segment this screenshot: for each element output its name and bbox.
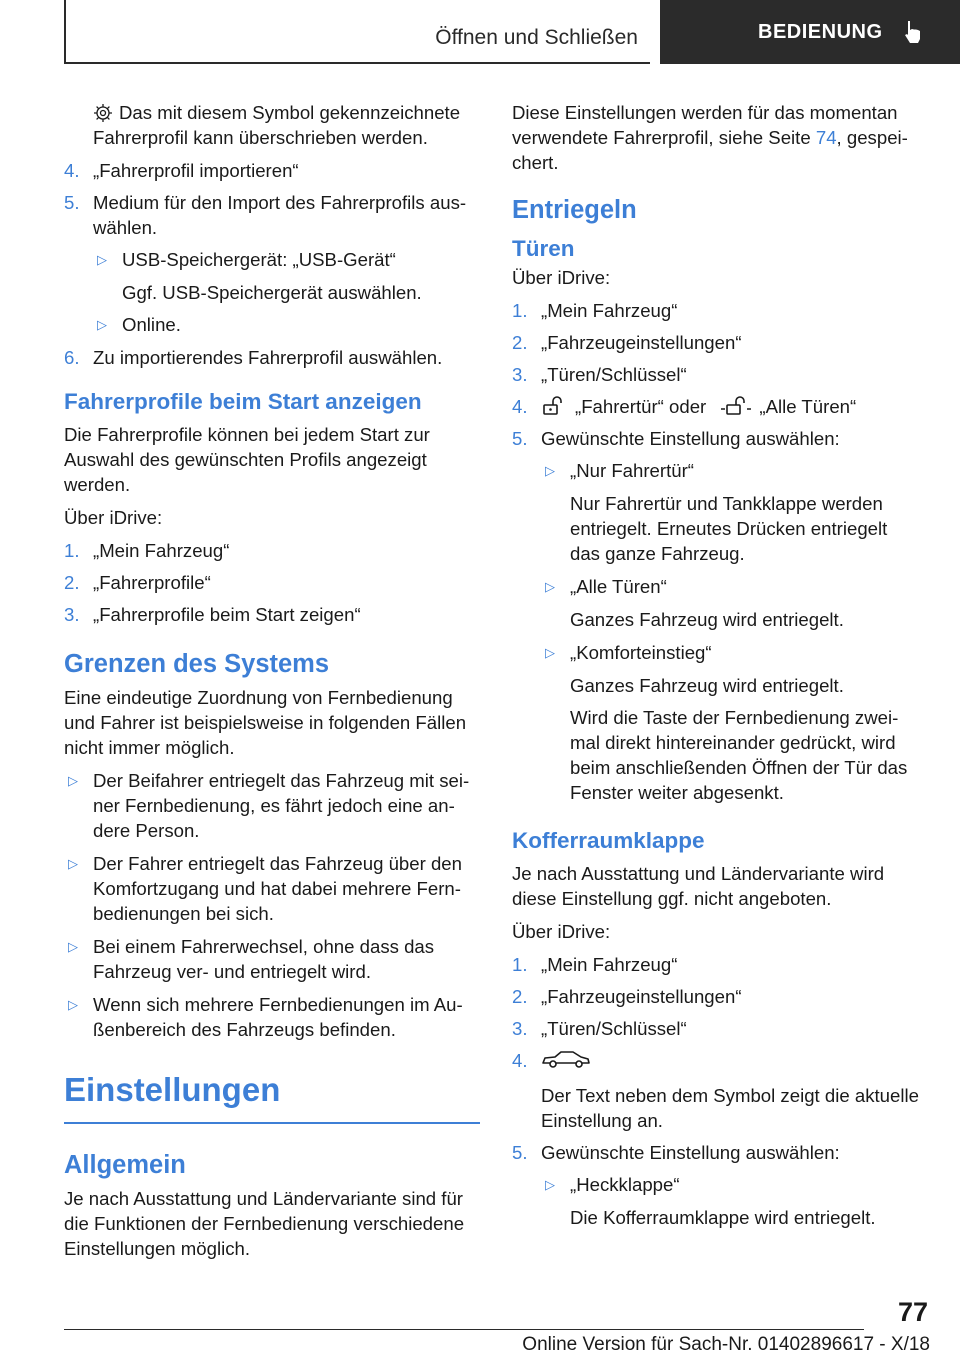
step-text: Gewünschte Einstellung auswählen: [541, 1142, 840, 1163]
step-number: 5. [512, 1142, 528, 1163]
header-chapter-tab[interactable] [660, 0, 960, 64]
step-number: 1. [64, 540, 80, 561]
heading-system-limits: Grenzen des Systems [64, 650, 330, 678]
bullet-note: Nur Fahrertür und Tankklappe werden entriegelt. Erneutes Drücken entriegelt das ganze Fahrzeug. [570, 493, 888, 564]
paragraph: Je nach Ausstattung und Ländervariante sind für die Funktionen der Fernbedienung verschiedene Einstellungen möglich. [64, 1188, 465, 1259]
page-reference-link[interactable]: 74 [815, 127, 837, 148]
triangle-bullet-icon: ▷ [545, 645, 555, 660]
settings-intro-text: Diese Einstellungen werden für das momentan verwendete Fahrerprofil, siehe Seite [512, 102, 898, 148]
right-column [512, 100, 920, 1237]
list-item [64, 602, 480, 627]
idrive-label: Über iDrive: [512, 921, 611, 942]
heading-trunk-lid: Kofferraumklappe [512, 828, 705, 853]
bullet-item [512, 640, 920, 665]
list-item [64, 538, 480, 563]
page-number: 77 [897, 1297, 928, 1327]
step-text: „Mein Fahrzeug“ [93, 540, 230, 561]
header-bottom-rule [64, 62, 650, 64]
triangle-bullet-icon: ▷ [97, 317, 107, 332]
step-number: 1. [512, 300, 528, 321]
step-text: „Fahrzeugeinstellungen“ [541, 332, 742, 353]
paragraph: Eine eindeutige Zuordnung von Fernbedienung und Fahrer ist beispielsweise in folgenden Fällen nicht immer möglich. [64, 687, 467, 758]
step-text: „Fahrerprofile“ [93, 572, 211, 593]
list-item [64, 345, 480, 370]
step-text: „Fahrzeugeinstellungen“ [541, 986, 742, 1007]
bullet-note: Die Kofferraumklappe wird entriegelt. [570, 1207, 876, 1228]
list-item [512, 394, 920, 419]
list-item [512, 984, 920, 1009]
step-text: „Türen/Schlüssel“ [541, 364, 687, 385]
step-number: 4. [512, 396, 528, 417]
step-text: „Türen/Schlüssel“ [541, 1018, 687, 1039]
settings-intro [512, 100, 920, 175]
triangle-bullet-icon: ▷ [68, 939, 78, 954]
step-text: „Fahrerprofil importieren“ [93, 160, 299, 181]
bullet-text: Bei einem Fahrerwechsel, ohne dass das Fahrzeug ver- und entriegelt wird. [93, 936, 435, 982]
triangle-bullet-icon: ▷ [545, 579, 555, 594]
bullet-item [64, 851, 480, 926]
step-text: Gewünschte Einstellung auswählen: [541, 428, 840, 449]
step-text-part: „Fahrertür“ oder [575, 396, 707, 417]
list-item [512, 362, 920, 387]
bullet-item [64, 992, 480, 1042]
bullet-text: Wenn sich mehrere Fernbedienungen im Außenbereich des Fahrzeugs befinden. [93, 994, 463, 1040]
step-number: 3. [512, 364, 528, 385]
step-number: 4. [512, 1050, 528, 1071]
overwrite-note [64, 100, 480, 150]
bullet-text: „Heckklappe“ [570, 1174, 680, 1195]
paragraph: Die Fahrerprofile können bei jedem Start zur Auswahl des gewünschten Profils angezeigt werden. [64, 424, 430, 495]
idrive-label: Über iDrive: [64, 507, 163, 528]
header-section-title: Öffnen und Schließen [435, 26, 638, 49]
heading-settings: Einstellungen [64, 1070, 480, 1124]
triangle-bullet-icon: ▷ [545, 1177, 555, 1192]
bullet-note: Wird die Taste der Fernbedienung zweimal direkt hintereinander gedrückt, wird beim anschließenden Öffnen der Tür das Fenster weiter abgesenkt. [570, 707, 908, 803]
step-text: „Mein Fahrzeug“ [541, 954, 678, 975]
list-item [64, 570, 480, 595]
unlock-driver-door-icon [541, 395, 569, 417]
step-number: 5. [64, 192, 80, 213]
bullet-text: Der Beifahrer entriegelt das Fahrzeug mit seiner Fernbedienung, es fährt jedoch eine andere Person. [93, 770, 470, 841]
list-item [64, 158, 480, 183]
step-text: Medium für den Import des Fahrerprofils auswählen. [93, 192, 467, 238]
overwrite-note-text: Das mit diesem Symbol gekennzeichnete Fahrerprofil kann überschrieben werden. [93, 102, 461, 148]
bullet-text: „Nur Fahrertür“ [570, 460, 694, 481]
bullet-item [64, 768, 480, 843]
heading-unlock: Entriegeln [512, 196, 637, 224]
bullet-note: Ganzes Fahrzeug wird entriegelt. [570, 675, 844, 696]
bullet-text: „Komforteinstieg“ [570, 642, 712, 663]
settings-intro-text-end: , gespeichert. [512, 127, 908, 173]
car-trunk-icon [541, 1048, 591, 1070]
step-number: 2. [64, 572, 80, 593]
list-item [64, 190, 480, 240]
triangle-bullet-icon: ▷ [68, 773, 78, 788]
triangle-bullet-icon: ▷ [545, 463, 555, 478]
list-item [512, 426, 920, 451]
step-text [541, 394, 920, 419]
heading-start-profiles: Fahrerprofile beim Start anzeigen [64, 389, 422, 414]
triangle-bullet-icon: ▷ [97, 252, 107, 267]
bullet-text: Online. [122, 314, 181, 335]
bullet-item [512, 574, 920, 599]
bullet-text: USB-Speichergerät: „USB-Gerät“ [122, 249, 396, 270]
step-text: „Mein Fahrzeug“ [541, 300, 678, 321]
step-text [541, 1048, 920, 1076]
step-number: 3. [512, 1018, 528, 1039]
step-note: Der Text neben dem Symbol zeigt die aktuelle Einstellung an. [541, 1085, 919, 1131]
footer-version-text: Online Version für Sach-Nr. 01402896617 - X/18 [522, 1334, 930, 1355]
heading-general: Allgemein [64, 1151, 186, 1179]
step-number: 3. [64, 604, 80, 625]
list-item [512, 1048, 920, 1076]
step-number: 4. [64, 160, 80, 181]
list-item [512, 1140, 920, 1165]
idrive-label: Über iDrive: [512, 267, 611, 288]
step-number: 1. [512, 954, 528, 975]
bullet-text: „Alle Türen“ [570, 576, 667, 597]
chapter-tab-label: BEDIENUNG [758, 20, 883, 43]
triangle-bullet-icon: ▷ [68, 856, 78, 871]
list-item [512, 952, 920, 977]
footer-rule [64, 1329, 864, 1330]
step-number: 2. [512, 986, 528, 1007]
step-number: 6. [64, 347, 80, 368]
bullet-item [64, 312, 480, 337]
heading-doors: Türen [512, 236, 575, 261]
pointing-hand-icon [901, 19, 925, 45]
list-item [512, 1016, 920, 1041]
list-item [512, 298, 920, 323]
step-text: „Fahrerprofile beim Start zeigen“ [93, 604, 361, 625]
bullet-item [512, 458, 920, 483]
step-number: 5. [512, 428, 528, 449]
paragraph: Je nach Ausstattung und Ländervariante wird diese Einstellung ggf. nicht angeboten. [512, 863, 885, 909]
bullet-item [512, 1172, 920, 1197]
step-number: 2. [512, 332, 528, 353]
gear-icon [93, 103, 113, 123]
bullet-text: Der Fahrer entriegelt das Fahrzeug über den Komfortzugang und hat dabei mehrere Fernbedienungen bei sich. [93, 853, 462, 924]
bullet-note: Ggf. USB-Speichergerät auswählen. [122, 282, 422, 303]
triangle-bullet-icon: ▷ [68, 997, 78, 1012]
bullet-item [64, 247, 480, 272]
unlock-all-doors-icon [719, 395, 753, 417]
list-item [512, 330, 920, 355]
bullet-note: Ganzes Fahrzeug wird entriegelt. [570, 609, 844, 630]
left-column [64, 100, 480, 1269]
bullet-item [64, 934, 480, 984]
step-text-part: „Alle Türen“ [759, 396, 857, 417]
step-text: Zu importierendes Fahrerprofil auswählen. [93, 347, 443, 368]
